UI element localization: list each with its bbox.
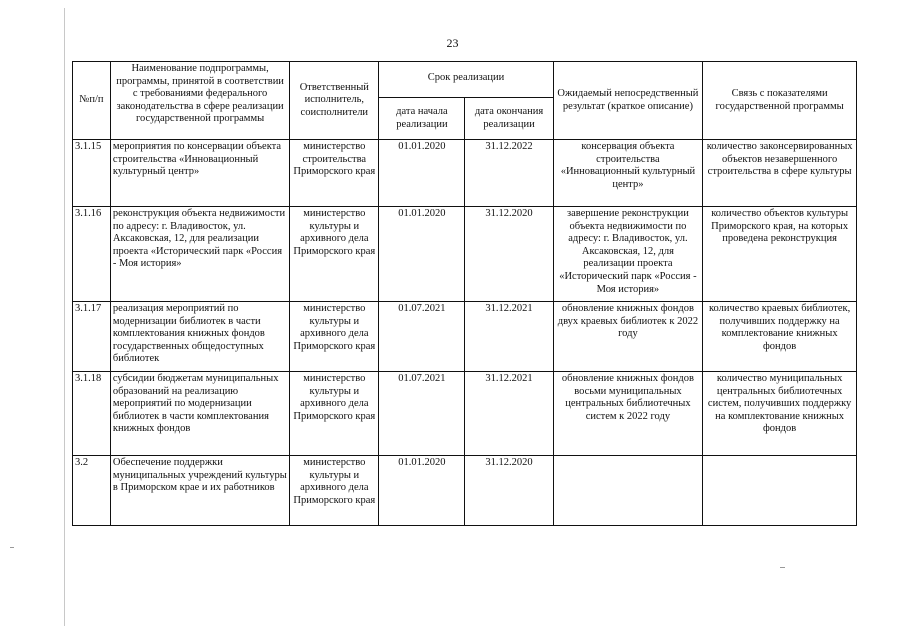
- row-end: 31.12.2022: [465, 140, 553, 207]
- row-num: 3.1.15: [73, 140, 111, 207]
- table-row: [73, 456, 857, 526]
- row-link: количество краевых библиотек, получивших поддержку на комплектование книжных фондов: [703, 302, 857, 372]
- page-edge-line: [64, 8, 65, 626]
- row-executor: министерство культуры и архивного дела Приморского края: [290, 456, 379, 526]
- scan-speck: [10, 547, 14, 548]
- scan-speck: [780, 567, 785, 568]
- program-table: [72, 61, 857, 526]
- row-name: реализация мероприятий по модернизации библиотек в части комплектования книжных фондов государственных общедоступных библиотек: [110, 302, 289, 372]
- row-start: 01.01.2020: [379, 140, 465, 207]
- row-start: 01.01.2020: [379, 207, 465, 302]
- table-row: [73, 302, 857, 372]
- row-num: 3.1.18: [73, 372, 111, 456]
- row-link: количество муниципальных центральных библиотечных систем, получивших поддержку на комплектование книжных фондов: [703, 372, 857, 456]
- header-link: Связь с показателями государственной программы: [703, 62, 857, 140]
- row-start: 01.01.2020: [379, 456, 465, 526]
- row-result: [553, 456, 703, 526]
- table-row: [73, 207, 857, 302]
- row-link: [703, 456, 857, 526]
- row-name: субсидии бюджетам муниципальных образований на реализацию мероприятий по модернизации библиотек в части комплектования книжных фондов: [110, 372, 289, 456]
- row-end: 31.12.2020: [465, 207, 553, 302]
- header-name: Наименование подпрограммы, программы, принятой в соответствии с требованиями федерального законодательства в сфере реализации государственной программы: [110, 62, 289, 140]
- row-end: 31.12.2021: [465, 302, 553, 372]
- row-executor: министерство культуры и архивного дела Приморского края: [290, 372, 379, 456]
- row-result: консервация объекта строительства «Инновационный культурный центр»: [553, 140, 703, 207]
- table-row: [73, 140, 857, 207]
- header-executor: Ответственный исполнитель, соисполнители: [290, 62, 379, 140]
- row-name: реконструкция объекта недвижимости по адресу: г. Владивосток, ул. Аксаковская, 12, для реализации проекта «Исторический парк «Россия - Моя история»: [110, 207, 289, 302]
- row-num: 3.2: [73, 456, 111, 526]
- row-link: количество законсервированных объектов незавершенного строительства в сфере культуры: [703, 140, 857, 207]
- row-executor: министерство культуры и архивного дела Приморского края: [290, 207, 379, 302]
- row-executor: министерство культуры и архивного дела Приморского края: [290, 302, 379, 372]
- page-number: 23: [446, 36, 459, 50]
- header-end: дата окончания реализации: [465, 98, 553, 140]
- row-end: 31.12.2021: [465, 372, 553, 456]
- row-result: обновление книжных фондов восьми муниципальных центральных библиотечных систем к 2022 году: [553, 372, 703, 456]
- header-num: №п/п: [73, 62, 111, 140]
- row-name: мероприятия по консервации объекта строительства «Инновационный культурный центр»: [110, 140, 289, 207]
- header-row: [73, 62, 857, 98]
- row-link: количество объектов культуры Приморского края, на которых проведена реконструкция: [703, 207, 857, 302]
- row-start: 01.07.2021: [379, 372, 465, 456]
- row-result: обновление книжных фондов двух краевых библиотек к 2022 году: [553, 302, 703, 372]
- row-num: 3.1.17: [73, 302, 111, 372]
- row-num: 3.1.16: [73, 207, 111, 302]
- row-result: завершение реконструкции объекта недвижимости по адресу: г. Владивосток, ул. Аксаковская, 12, для реализации проекта «Исторический парк «Россия - Моя история»: [553, 207, 703, 302]
- table-row: [73, 372, 857, 456]
- header-period: Срок реализации: [379, 62, 553, 98]
- row-start: 01.07.2021: [379, 302, 465, 372]
- row-name: Обеспечение поддержки муниципальных учреждений культуры в Приморском крае и их работников: [110, 456, 289, 526]
- row-executor: министерство строительства Приморского края: [290, 140, 379, 207]
- row-end: 31.12.2020: [465, 456, 553, 526]
- header-start: дата начала реализации: [379, 98, 465, 140]
- header-result: Ожидаемый непосредственный результат (краткое описание): [553, 62, 703, 140]
